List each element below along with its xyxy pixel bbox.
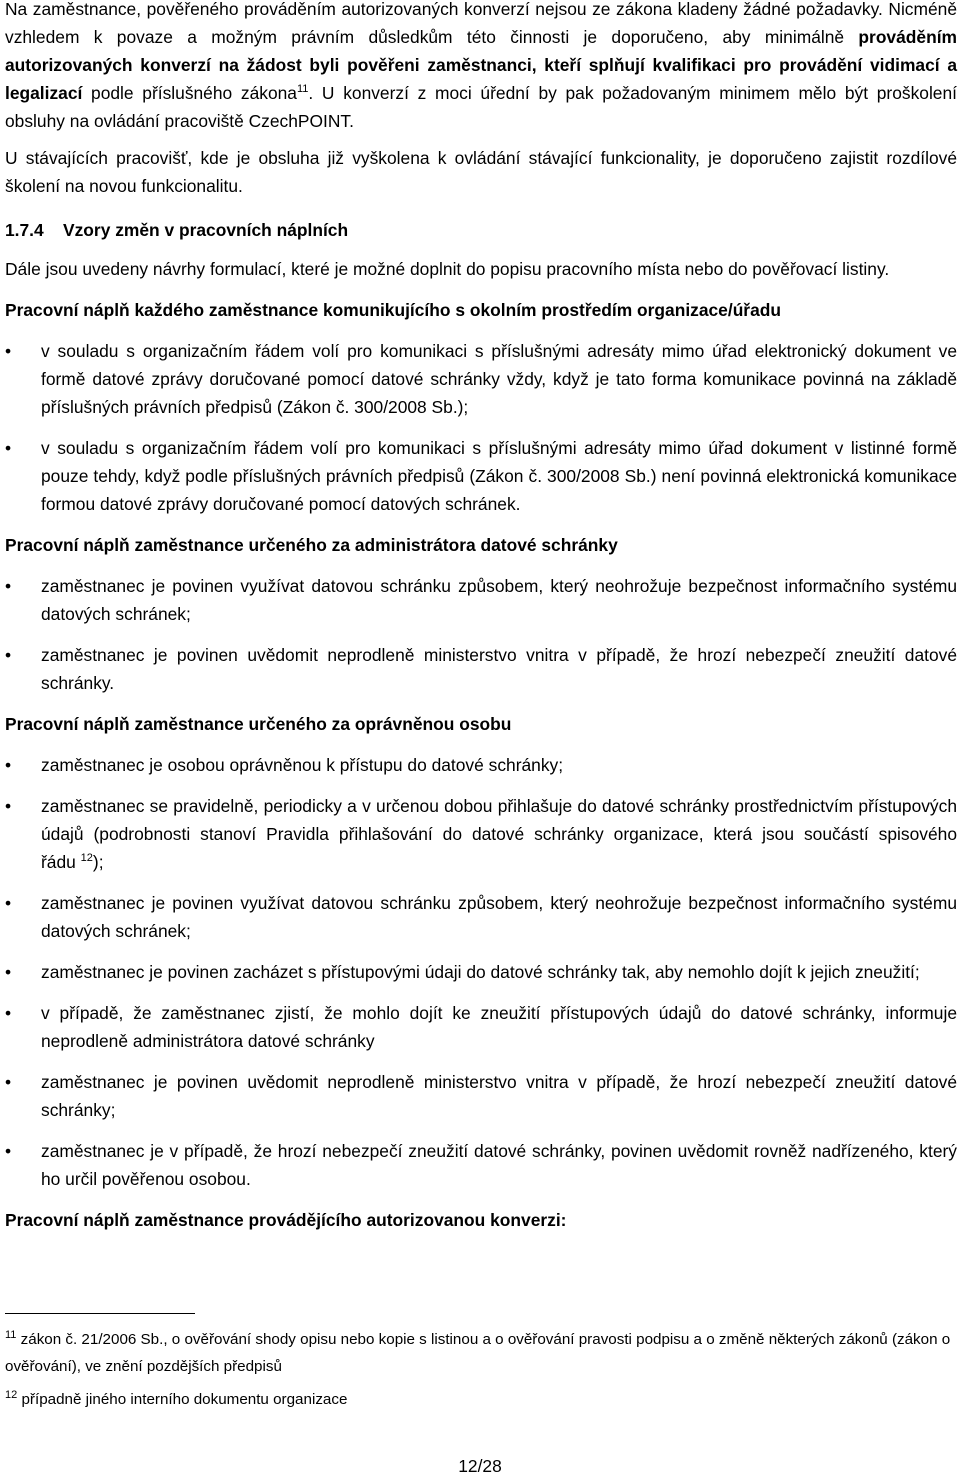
intro-text-bold: prováděním autorizovaných konverzí na žádost byli pověřeni zaměstnanci, kteří splňují kvalifikaci pro provádění vidimací a legalizací bbox=[5, 27, 957, 103]
intro-paragraph-2: U stávajících pracovišť, kde je obsluha již vyškolena k ovládání stávající funkcionality, je doporučeno zajistit rozdílové školení na novou funkcionalitu. bbox=[5, 148, 957, 196]
bullet-icon: • bbox=[5, 1141, 12, 1161]
list-item bbox=[5, 792, 957, 876]
footnote-ref-12[interactable]: 12 bbox=[80, 852, 93, 865]
section-number: 1.7.4 bbox=[5, 220, 44, 240]
list-item bbox=[5, 1137, 957, 1193]
list-item bbox=[5, 1068, 957, 1124]
section-title: Vzory změn v pracovních náplních bbox=[63, 220, 349, 240]
group-heading-authorized-person: Pracovní náplň zaměstnance určeného za oprávněnou osobu bbox=[5, 714, 512, 734]
bullet-icon: • bbox=[5, 796, 12, 816]
bullet-icon: • bbox=[5, 438, 12, 458]
list-item bbox=[5, 572, 957, 628]
list-item bbox=[5, 434, 957, 518]
group-heading-administrator: Pracovní náplň zaměstnance určeného za administrátora datové schránky bbox=[5, 535, 618, 555]
footnote-mark: 11 bbox=[5, 1328, 17, 1341]
intro-text-d: . U konverzí z moci úřední by pak požadovaným minimem mělo být proškolení obsluhy na ovládání pracoviště CzechPOINT. bbox=[5, 83, 957, 131]
intro-text-a: Na zaměstnance, pověřeného prováděním autorizovaných konverzí nejsou ze zákona kladeny žádné požadavky. Nicméně vzhledem k povaze a možným právním důsledkům této činnosti je doporučeno, aby minimálně bbox=[5, 0, 957, 47]
section-lead: Dále jsou uvedeny návrhy formulací, které je možné doplnit do popisu pracovního místa nebo do pověřovací listiny. bbox=[5, 259, 890, 279]
bullet-icon: • bbox=[5, 645, 12, 665]
list-item bbox=[5, 958, 957, 986]
document-page bbox=[5, 0, 957, 1242]
bullet-icon: • bbox=[5, 962, 12, 982]
footnote-mark: 12 bbox=[5, 1388, 18, 1401]
group-list-communication bbox=[5, 337, 957, 518]
list-item-text: zaměstnanec je v případě, že hrozí nebezpečí zneužití datové schránky, povinen uvědomit rovněž nadřízeného, který ho určil pověřenou osobou. bbox=[41, 1141, 957, 1189]
list-item-text: v případě, že zaměstnanec zjistí, že mohlo dojít ke zneužití přístupových údajů do datové schránky, informuje neprodleně administrátora datové schránky bbox=[41, 1003, 957, 1051]
group-heading-conversion: Pracovní náplň zaměstnance provádějícího autorizovanou konverzi: bbox=[5, 1210, 567, 1230]
group-list-administrator bbox=[5, 572, 957, 697]
list-item-text: zaměstnanec je povinen využívat datovou schránku způsobem, který neohrožuje bezpečnost informačního systému datových schránek; bbox=[41, 576, 957, 624]
list-item bbox=[5, 999, 957, 1055]
footnotes bbox=[5, 1326, 955, 1419]
list-item bbox=[5, 751, 957, 779]
list-item-text: zaměstnanec je povinen uvědomit neprodleně ministerstvo vnitra v případě, že hrozí nebezpečí zneužití datové schránky; bbox=[41, 1072, 957, 1120]
list-item-text: zaměstnanec je povinen využívat datovou schránku způsobem, který neohrožuje bezpečnost informačního systému datových schránek; bbox=[41, 893, 957, 941]
list-item-text: zaměstnanec je povinen zacházet s přístupovými údaji do datové schránky tak, aby nemohlo dojít k jejich zneužití; bbox=[41, 962, 920, 982]
bullet-icon: • bbox=[5, 1072, 12, 1092]
intro-paragraph-1 bbox=[5, 0, 957, 135]
list-item-text: v souladu s organizačním řádem volí pro komunikaci s příslušnými adresáty mimo úřad elektronický dokument ve formě datové zprávy doručované pomocí datové schránky vždy, když je tato forma komunikace povinná na základě příslušných právních předpisů (Zákon č. 300/2008 Sb.); bbox=[41, 341, 957, 417]
group-heading-communication: Pracovní náplň každého zaměstnance komunikujícího s okolním prostředím organizace/úřadu bbox=[5, 300, 781, 320]
footnote-divider bbox=[5, 1313, 195, 1314]
bullet-icon: • bbox=[5, 893, 12, 913]
list-item-text: v souladu s organizačním řádem volí pro komunikaci s příslušnými adresáty mimo úřad dokument v listinné formě pouze tehdy, když podle příslušných právních předpisů (Zákon č. 300/2008 Sb.) není povinná elektronická komunikace formou datové zprávy doručované pomocí datových schránek. bbox=[41, 438, 957, 514]
bullet-icon: • bbox=[5, 1003, 12, 1023]
list-item-tail: ); bbox=[92, 852, 104, 872]
list-item bbox=[5, 337, 957, 421]
bullet-icon: • bbox=[5, 755, 12, 775]
section-heading bbox=[5, 216, 957, 244]
footnote-12 bbox=[5, 1386, 955, 1413]
page-number: 12/28 bbox=[458, 1456, 502, 1476]
bullet-icon: • bbox=[5, 576, 12, 596]
footnote-text: případně jiného interního dokumentu organizace bbox=[21, 1391, 348, 1408]
list-item-text: zaměstnanec je osobou oprávněnou k přístupu do datové schránky; bbox=[41, 755, 564, 775]
group-list-authorized-person bbox=[5, 751, 957, 1193]
list-item bbox=[5, 641, 957, 697]
list-item bbox=[5, 889, 957, 945]
footnote-11 bbox=[5, 1326, 955, 1380]
list-item-text: zaměstnanec se pravidelně, periodicky a v určenou dobou přihlašuje do datové schránky prostřednictvím přístupových údajů (podrobnosti stanoví Pravidla přihlašování do datové schránky organizace, která jsou součástí spisového řádu bbox=[41, 796, 957, 872]
footnote-ref-11[interactable]: 11 bbox=[296, 83, 309, 96]
list-item-text: zaměstnanec je povinen uvědomit neprodleně ministerstvo vnitra v případě, že hrozí nebezpečí zneužití datové schránky. bbox=[41, 645, 957, 693]
intro-text-c: podle příslušného zákona bbox=[82, 83, 297, 103]
bullet-icon: • bbox=[5, 341, 12, 361]
footnote-text: zákon č. 21/2006 Sb., o ověřování shody opisu nebo kopie s listinou a o ověřování pravosti podpisu a o změně některých zákonů (zákon o ověřování), ve znění pozdějších předpisů bbox=[5, 1331, 951, 1375]
